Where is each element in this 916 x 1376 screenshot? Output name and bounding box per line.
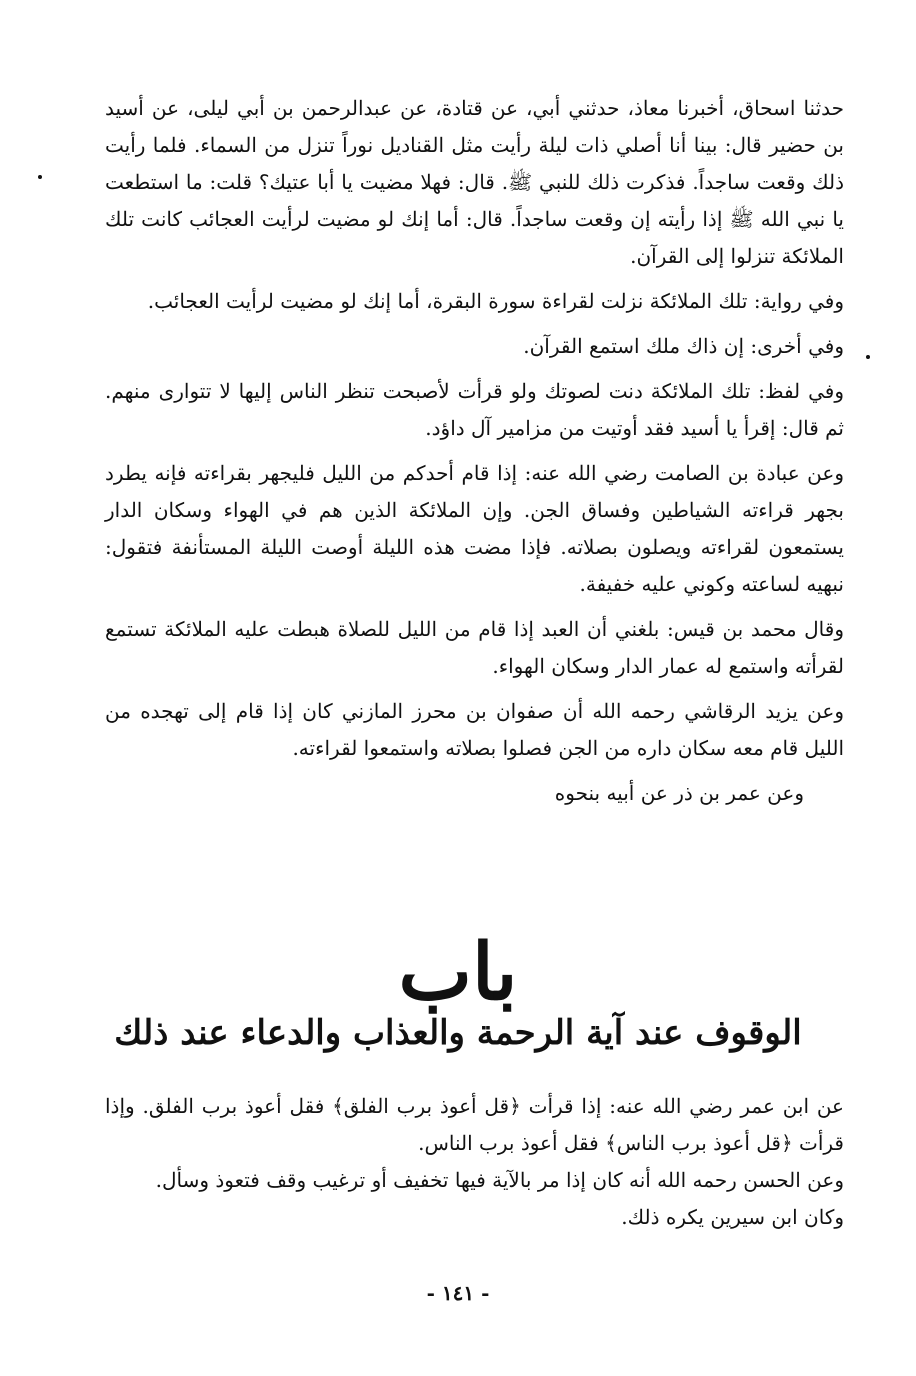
hadith-paragraph-3: وفي أخرى: إن ذاك ملك استمع القرآن. [523,334,844,358]
margin-dot [38,175,42,179]
chapter-title: الوقوف عند آية الرحمة والعذاب والدعاء عند ذلك [114,1013,802,1053]
hadith-paragraph-6: وقال محمد بن قيس: بلغني أن العبد إذا قام من الليل للصلاة هبطت عليه الملائكة تستمع لقرأته واستمع له عمار الدار وسكان الهواء. [105,617,844,678]
hadith-paragraph-2: وفي رواية: تلك الملائكة نزلت لقراءة سورة البقرة، أما إنك لو مضيت لرأيت العجائب. [147,289,844,313]
page-number: - ١٤١ - [426,1281,490,1305]
hadith-paragraph-1: حدثنا اسحاق، أخبرنا معاذ، حدثني أبي، عن قتادة، عن عبدالرحمن بن أبي ليلى، عن أسيد بن حضير قال: بينا أنا أصلي ذات ليلة رأيت مثل القناديل نوراً تنزل من السماء. فلما رأيت ذلك وقعت ساجداً. فذكرت ذلك للنبي ﷺ. قال: فهلا مضيت يا أبا عتيك؟ قلت: ما استطعت يا نبي الله ﷺ إذا رأيته إن وقعت ساجداً. قال: أما إنك لو مضيت لرأيت العجائب كانت تلك الملائكة تنزلوا إلى القرآن. [105,96,845,268]
section-text [105,1088,844,1236]
section-paragraph-2: وعن الحسن رحمه الله أنه كان إذا مر بالآية فيها تخفيف أو ترغيب وقف فتعوذ وسأل. [155,1168,844,1192]
chapter-heading-word: باب [398,927,518,1018]
section-paragraph-3: وكان ابن سيرين يكره ذلك. [621,1205,844,1229]
hadith-paragraph-5: وعن عبادة بن الصامت رضي الله عنه: إذا قام أحدكم من الليل فليجهر بقراءته فإنه يطرد بجهر قراءته الشياطين وفساق الجن. وإن الملائكة الذين هم في الهواء وسكان الدار يستمعون لقراءته ويصلون بصلاته. فإذا مضت هذه الليلة أوصت الليلة المستأنفة فتقول: نبهيه لساعته وكوني عليه خفيفة. [105,461,844,596]
main-text [105,90,844,812]
margin-dot [866,355,870,359]
hadith-paragraph-4: وفي لفظ: تلك الملائكة دنت لصوتك ولو قرأت لأصبحت تنظر الناس إليها لا تتوارى منهم. ثم قال: إقرأ يا أسيد فقد أوتيت من مزامير آل داؤد. [105,379,844,440]
section-paragraph-1: عن ابن عمر رضي الله عنه: إذا قرأت ﴿قل أعوذ برب الفلق﴾ فقل أعوذ برب الفلق. وإذا قرأت ﴿قل أعوذ برب الناس﴾ فقل أعوذ برب الناس. [105,1094,844,1155]
hadith-paragraph-7: وعن يزيد الرقاشي رحمه الله أن صفوان بن محرز المازني كان إذا قام إلى تهجده من الليل قام معه سكان داره من الجن فصلوا بصلاته واستمعوا لقراءته. [105,699,844,760]
hadith-paragraph-8: وعن عمر بن ذر عن أبيه بنحوه [554,781,804,805]
